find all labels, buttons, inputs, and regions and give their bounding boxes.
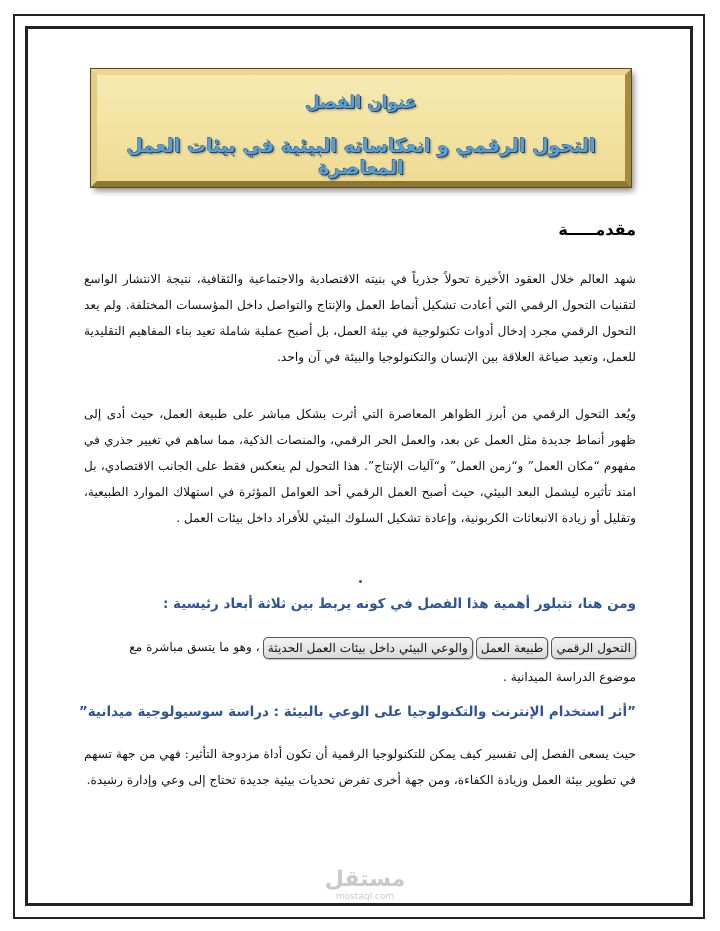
- watermark-url: mostaql.com: [335, 892, 395, 902]
- dimensions-tail-text: ، وهو ما يتسق مباشرة مع: [129, 640, 260, 654]
- intro-paragraph-2: ويُعد التحول الرقمي من أبرز الظواهر المعاصرة التي أثرت بشكل مباشر على طبيعة العمل، حيث أدى إلى ظهور أنماط جديدة مثل العمل عن بعد، والعمل الحر الرقمي، والمنصات الذكية، مما ساهم في تغيير جذري في مفهوم “مكان العمل” و“زمن العمل” و“آليات الإنتاج”. هذا التحول لم ينعكس فقط على الجانب الاقتصادي، بل امتد تأثيره ليشمل البعد البيئي، حيث أصبح العمل الرقمي أحد العوامل المؤثرة في استهلاك الموارد الطبيعية، وتقليل أو زيادة الانبعاثات الكربونية، وإعادة تشكيل السلوك البيئي للأفراد داخل بيئات العمل .: [84, 407, 636, 525]
- study-title: ”أثر استخدام الإنترنت والتكنولوجيا على الوعي بالبيئة : دراسة سوسيولوجية ميدانية”: [78, 704, 636, 720]
- dimensions-line-2: موضوع الدراسة الميدانية .: [503, 670, 636, 684]
- importance-heading: ومن هنا، تتبلور أهمية هذا الفصل في كونه يربط بين ثلاثة أبعاد رئيسية :: [162, 596, 636, 612]
- dimensions-row: [84, 634, 636, 690]
- dimension-tag-work-nature: طبيعة العمل: [476, 637, 549, 659]
- closing-paragraph: حيث يسعى الفصل إلى تفسير كيف يمكن للتكنولوجيا الرقمية أن تكون أداة مزدوجة التأثير: فهي من جهة تسهم في تطوير بيئة العمل وزيادة الكفاءة، ومن جهة أخرى تفرض تحديات بيئية جديدة تحتاج إلى وعي وإدارة رشيدة.: [84, 747, 636, 787]
- chapter-label: عنوان الفصل: [305, 93, 417, 113]
- intro-paragraph-1: شهد العالم خلال العقود الأخيرة تحولاً جذرياً في بنيته الاقتصادية والاجتماعية والثقافية، نتيجة الانتشار الواسع لتقنيات التحول الرقمي التي أعادت تشكيل أنماط العمل والإنتاج والتواصل داخل المؤسسات المختلفة. ولم يعد التحول الرقمي مجرد إدخال أدوات تكنولوجية في بيئة العمل، بل أصبح عملية شاملة تعيد بناء المفاهيم التقليدية للعمل، وتعيد صياغة العلاقة بين الإنسان والتكنولوجيا والبيئة في آن واحد.: [84, 272, 636, 364]
- dimension-tag-environmental-awareness: والوعي البيئي داخل بيئات العمل الحديثة: [263, 637, 473, 659]
- watermark-logo: مستقل: [324, 867, 406, 892]
- watermark: [305, 868, 425, 902]
- introduction-heading: مقدمـــــة: [558, 220, 636, 239]
- chapter-title: التحول الرقمي و انعكاساته البيئية في بيئات العمل المعاصرة: [126, 135, 596, 179]
- dimension-tag-digital-transformation: التحول الرقمي: [551, 637, 636, 659]
- bullet-dot: [359, 580, 362, 583]
- chapter-title-box: [91, 69, 631, 187]
